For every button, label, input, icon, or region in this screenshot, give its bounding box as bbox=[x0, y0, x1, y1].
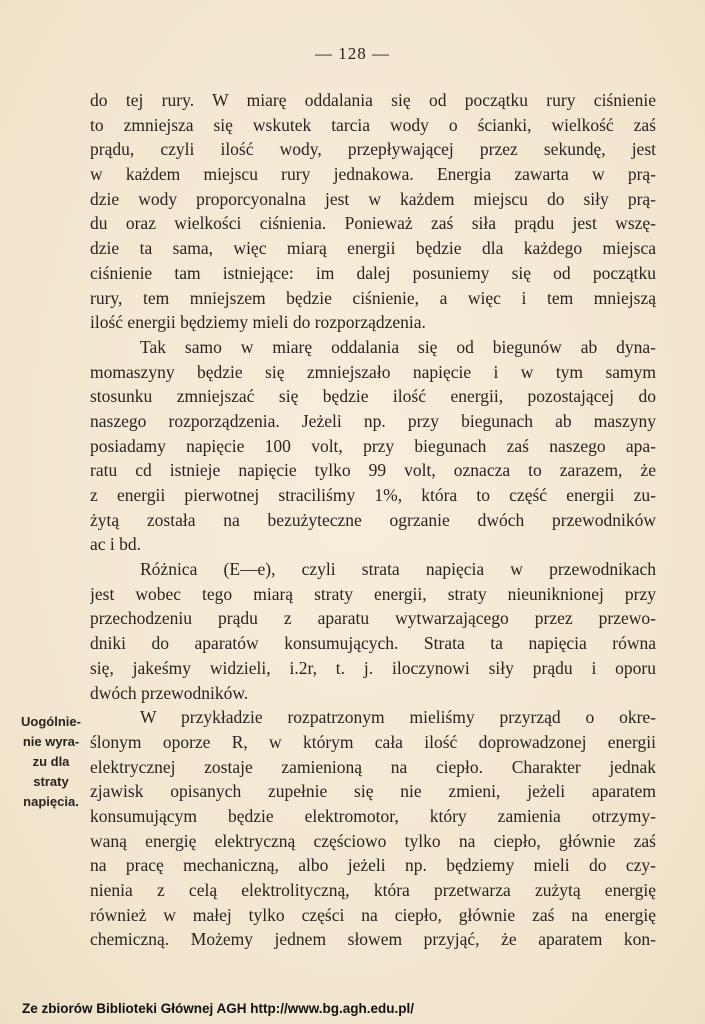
text-line: stosunku zmniejszać się będzie ilość energii, pozostającej do bbox=[90, 386, 656, 407]
text-line: ac i bd. bbox=[90, 534, 142, 555]
text-line: jest wobec tego miarą straty energii, straty nieuniknionej przy bbox=[90, 583, 656, 604]
text-line: konsumującym będzie elektromotor, który zamienia otrzymy- bbox=[90, 805, 656, 826]
text-line: z energii pierwotnej straciliśmy 1%, która to część energii zu- bbox=[90, 485, 656, 505]
text-line: waną energię elektryczną częściowo tylko na ciepło, głównie zaś bbox=[90, 830, 656, 851]
text-line: dzie wody proporcyonalna jest w każdem miejscu do siły prą- bbox=[90, 188, 656, 209]
text-line: W przykładzie rozpatrzonym mieliśmy przyrząd o okre- bbox=[140, 707, 656, 728]
page-number: — 128 — bbox=[315, 44, 390, 63]
margin-note bbox=[14, 712, 88, 812]
margin-note-line: napięcia. bbox=[23, 794, 79, 809]
text-line: prądu, czyli ilość wody, przepływającej przez sekundę, jest bbox=[90, 139, 656, 160]
text-line: się, jakeśmy widzieli, i.2r, t. j. iloczynowi siły prądu i oporu bbox=[90, 657, 656, 678]
text-line: to zmniejsza się wskutek tarcia wody o ścianki, wielkość zaś bbox=[90, 114, 656, 135]
text-line: dwóch przewodników. bbox=[90, 682, 249, 703]
text-line: du oraz wielkości ciśnienia. Ponieważ zaś siła prądu jest wszę- bbox=[90, 213, 656, 234]
text-line: ilość energii będziemy mieli do rozporządzenia. bbox=[90, 312, 426, 333]
text-line: żytą została na bezużyteczne ogrzanie dwóch przewodników bbox=[90, 509, 656, 530]
library-footer: Ze zbiorów Biblioteki Głównej AGH http://www.bg.agh.edu.pl/ bbox=[22, 1001, 414, 1016]
text-line: ciśnienie tam istniejące: im dalej posuniemy się od początku bbox=[90, 262, 656, 283]
text-line: rury, tem mniejszem będzie ciśnienie, a więc i tem mniejszą bbox=[90, 287, 656, 308]
text-line: Różnica (E—e), czyli strata napięcia w przewodnikach bbox=[140, 559, 656, 580]
margin-note-line: straty bbox=[33, 774, 69, 789]
margin-note-line: zu dla bbox=[32, 754, 70, 769]
text-line: do tej rury. W miarę oddalania się od początku rury ciśnienie bbox=[90, 90, 656, 110]
text-line: nienia z celą elektrolityczną, która przetwarza zużytą energię bbox=[90, 880, 656, 900]
body-text bbox=[90, 88, 656, 952]
text-line: przechodzeniu prądu z aparatu wytwarzającego przez przewo- bbox=[90, 608, 656, 629]
margin-note-line: Uogólnie- bbox=[21, 714, 81, 729]
text-line: dniki do aparatów konsumujących. Strata ta napięcia równa bbox=[90, 633, 656, 654]
margin-note-line: nie wyra- bbox=[22, 734, 80, 749]
text-line: momaszyny będzie się zmniejszało napięcie i w tym samym bbox=[90, 361, 656, 382]
text-line: na pracę mechaniczną, albo jeżeli np. będziemy mieli do czy- bbox=[90, 855, 656, 876]
text-line: dzie ta sama, więc miarą energii będzie dla każdego miejsca bbox=[90, 238, 656, 259]
text-line: chemiczną. Możemy jednem słowem przyjąć, że aparatem kon- bbox=[90, 929, 656, 950]
text-line: ślonym oporze R, w którym cała ilość doprowadzonej energii bbox=[90, 731, 656, 752]
text-line: zjawisk opisanych zupełnie się nie zmieni, jeżeli aparatem bbox=[90, 781, 656, 802]
text-line: ratu cd istnieje napięcie tylko 99 volt, oznacza to zarazem, że bbox=[90, 460, 656, 481]
text-line: posiadamy napięcie 100 volt, przy biegunach zaś naszego apa- bbox=[90, 435, 656, 456]
text-line: elektrycznej zostaje zamienioną na ciepło. Charakter jednak bbox=[90, 756, 656, 777]
text-line: naszego rozporządzenia. Jeżeli np. przy biegunach ab maszyny bbox=[90, 410, 656, 431]
text-line: w każdem miejscu rury jednakowa. Energia zawarta w prą- bbox=[90, 164, 656, 185]
text-line: Tak samo w miarę oddalania się od biegunów ab dyna- bbox=[140, 336, 656, 357]
text-line: również w małej tylko części na ciepło, głównie zaś na energię bbox=[90, 904, 656, 925]
